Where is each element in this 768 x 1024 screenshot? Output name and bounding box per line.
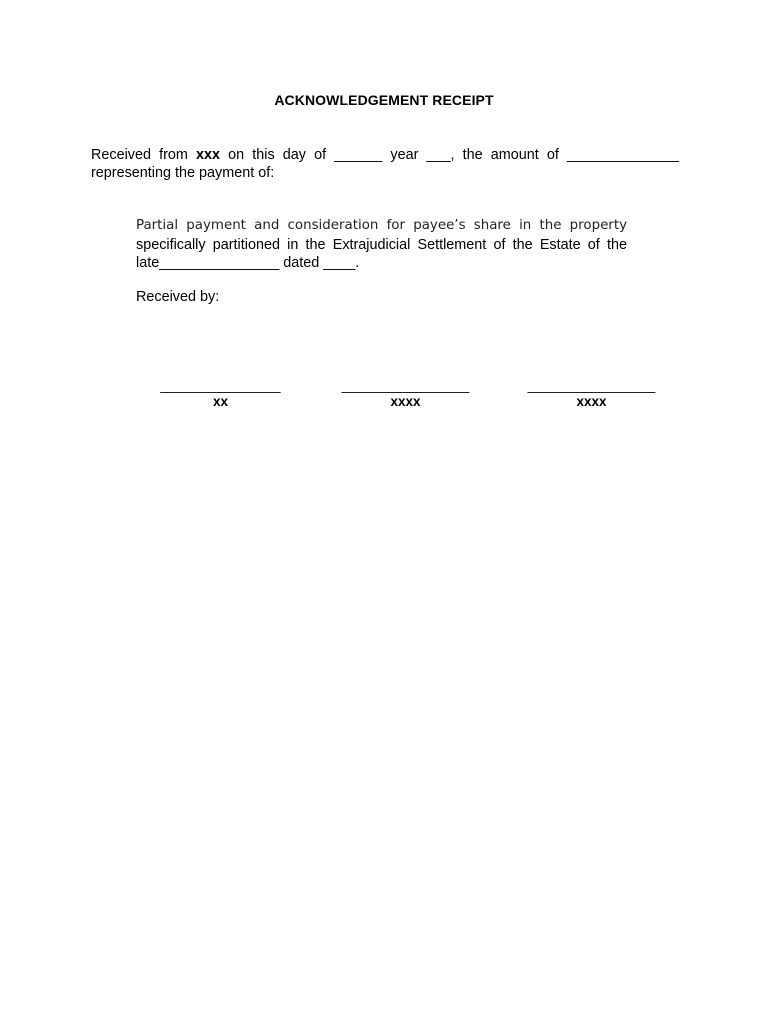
received-from-text: Received from [91, 147, 188, 163]
receipt-statement-line-1 [91, 146, 679, 164]
signature-line: _________________ [341, 378, 470, 393]
signature-block-1 [152, 378, 289, 410]
signatory-name: xxxx [390, 394, 421, 409]
received-by-label: Received by: [136, 289, 220, 305]
receipt-statement-line-2: representing the payment of: [91, 165, 275, 181]
payment-description [136, 217, 627, 273]
signature-block-3 [520, 378, 663, 410]
signatory-name: xx [212, 394, 229, 409]
signature-line: ________________ [160, 378, 281, 393]
payment-description-line-2: specifically partitioned in the Extrajudicial Settlement of the Estate of the [136, 236, 627, 253]
receipt-statement [91, 146, 679, 182]
document-title: ACKNOWLEDGEMENT RECEIPT [274, 92, 494, 108]
day-year-amount-text: on this day of ______ year ___, the amount of ______________ [228, 147, 680, 163]
signature-block-2 [334, 378, 477, 410]
payment-description-line-3: late_______________ dated ____. [136, 255, 360, 271]
payer-name: xxx [196, 147, 221, 163]
signatory-name: xxxx [576, 394, 607, 409]
signature-line: _________________ [527, 378, 656, 393]
payment-description-line-1: Partial payment and consideration for payee’s share in the property [136, 218, 627, 233]
